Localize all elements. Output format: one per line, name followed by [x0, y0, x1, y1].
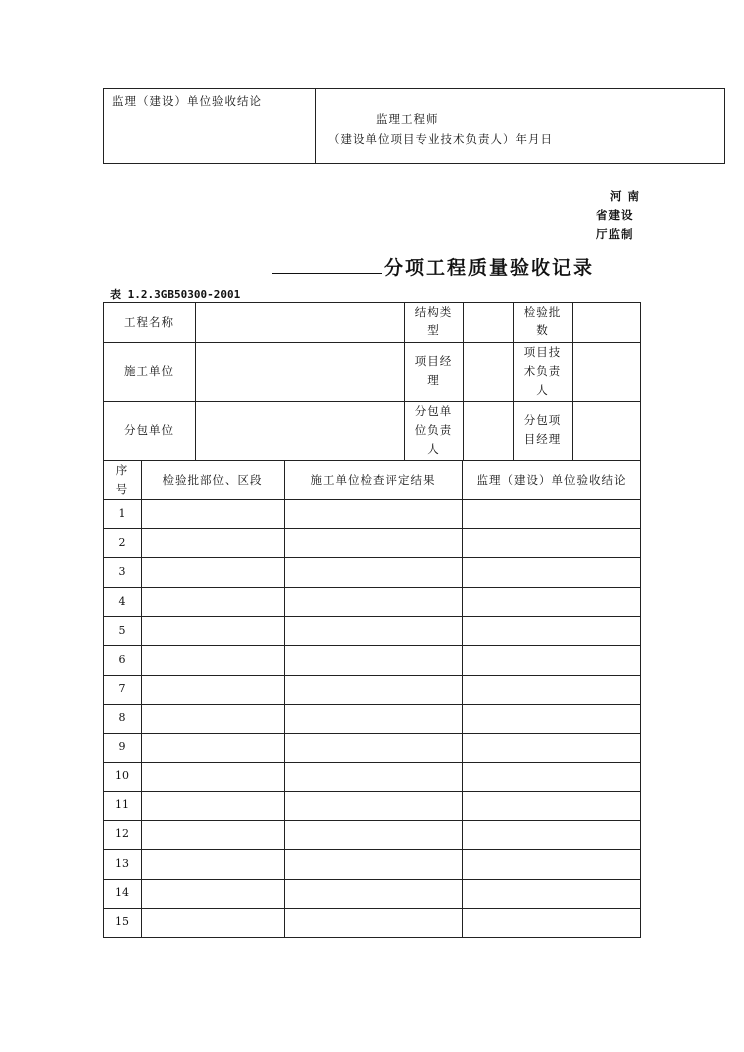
- row-number: 6: [118, 653, 126, 666]
- conclusion-label: 监理（建设）单位验收结论: [112, 94, 262, 108]
- page-title: 分项工程质量验收记录: [384, 257, 595, 279]
- issuer-line-2: 省建设: [596, 208, 634, 222]
- col-seq-2: 号: [115, 482, 129, 496]
- project-name-label: 工程名称: [124, 315, 174, 329]
- row-number: 4: [118, 595, 126, 608]
- row-number: 14: [115, 886, 129, 899]
- representative-label: （建设单位项目专业技术负责人）年月日: [328, 132, 553, 146]
- title-blank-line: [272, 273, 382, 274]
- tech-lead-label-1: 项目技: [523, 345, 562, 359]
- sub-lead-label-1: 分包单: [414, 404, 453, 418]
- structure-type-label-1: 结构类: [414, 305, 453, 319]
- supervisor-conclusion-box: [103, 88, 725, 164]
- box-divider: [315, 89, 316, 163]
- engineer-label: 监理工程师: [376, 112, 439, 126]
- col-supervisor-conclusion: 监理（建设）单位验收结论: [476, 473, 627, 487]
- row-number: 12: [115, 827, 129, 840]
- row-number: 9: [118, 740, 126, 753]
- row-number: 8: [118, 711, 126, 724]
- subcontractor-label: 分包单位: [124, 423, 174, 437]
- contractor-label: 施工单位: [124, 364, 174, 378]
- row-number: 5: [118, 624, 126, 637]
- batch-count-label-2: 数: [536, 323, 549, 337]
- issuer-line-1: 河 南: [610, 189, 641, 203]
- structure-type-label-2: 型: [427, 323, 440, 337]
- project-manager-label-1: 项目经: [414, 354, 453, 368]
- row-number: 13: [115, 857, 129, 870]
- row-number: 7: [118, 682, 126, 695]
- col-seq-1: 序: [115, 463, 129, 477]
- col-batch-part: 检验批部位、区段: [162, 473, 263, 487]
- row-number: 10: [115, 769, 129, 782]
- sub-manager-label-2: 目经理: [523, 432, 562, 446]
- sub-manager-label-1: 分包项: [523, 413, 562, 427]
- tech-lead-label-3: 人: [536, 383, 549, 397]
- col-contractor-result: 施工单位检查评定结果: [310, 473, 436, 487]
- sub-lead-label-3: 人: [427, 442, 440, 456]
- batch-count-label-1: 检验批: [523, 305, 562, 319]
- row-number: 15: [115, 915, 129, 928]
- table-code: 表 1.2.3GB50300-2001: [110, 288, 241, 301]
- row-number: 2: [118, 536, 126, 549]
- row-number: 11: [115, 798, 129, 811]
- row-number: 1: [118, 507, 126, 520]
- issuer-line-3: 厅监制: [596, 227, 634, 241]
- sub-lead-label-2: 位负责: [414, 423, 453, 437]
- row-number: 3: [118, 565, 126, 578]
- tech-lead-label-2: 术负责: [523, 364, 562, 378]
- project-manager-label-2: 理: [427, 373, 440, 387]
